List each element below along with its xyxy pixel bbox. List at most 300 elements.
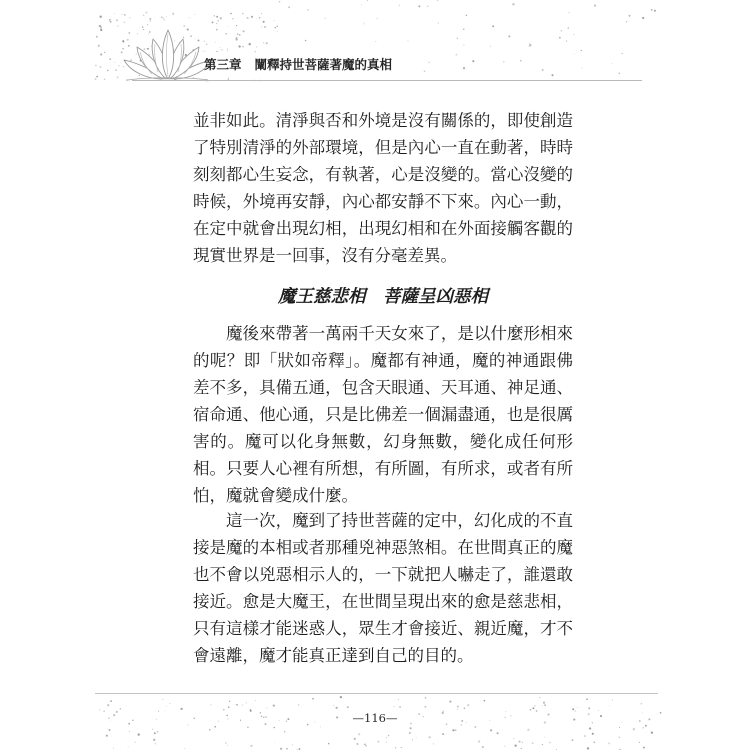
text-line: 這一次，魔到了持世菩薩的定中，幻化成的不直 bbox=[226, 511, 574, 530]
footer-rule bbox=[95, 693, 658, 694]
speckle-dot bbox=[149, 18, 151, 20]
text-line: 相。只要人心裡有所想，有所圖，有所求，或者有所 bbox=[193, 459, 574, 478]
speckle-dot bbox=[154, 732, 156, 734]
speckle-dot bbox=[279, 1, 281, 3]
speckle-dot bbox=[438, 22, 439, 23]
speckle-dot bbox=[474, 726, 476, 728]
text-line: 魔後來帶著一萬兩千天女來了，是以什麼形相來 bbox=[226, 324, 574, 343]
speckle-dot bbox=[242, 13, 244, 15]
speckle-dot bbox=[551, 74, 553, 76]
speckle-dot bbox=[263, 717, 265, 719]
speckle-dot bbox=[166, 706, 167, 707]
speckle-dot bbox=[100, 26, 102, 28]
speckle-dot bbox=[264, 26, 266, 28]
speckle-dot bbox=[367, 0, 368, 1]
speckle-dot bbox=[482, 746, 484, 748]
speckle-dot bbox=[129, 731, 130, 732]
speckle-dot bbox=[642, 727, 644, 729]
speckle-dot bbox=[286, 748, 288, 750]
speckle-dot bbox=[428, 62, 429, 63]
speckle-dot bbox=[95, 65, 97, 67]
speckle-dot bbox=[464, 708, 466, 710]
speckle-dot bbox=[510, 715, 511, 716]
speckle-dot bbox=[572, 708, 574, 710]
speckle-dot bbox=[227, 50, 228, 51]
speckle-dot bbox=[98, 45, 100, 47]
speckle-dot bbox=[218, 721, 219, 722]
speckle-dot bbox=[292, 744, 293, 745]
speckle-dot bbox=[277, 31, 278, 32]
speckle-dot bbox=[214, 726, 216, 728]
speckle-dot bbox=[288, 6, 290, 8]
speckle-dot bbox=[561, 30, 562, 31]
text-line: 了特別清淨的外部環境，但是內心一直在動著，時時 bbox=[193, 138, 574, 157]
speckle-dot bbox=[96, 36, 98, 38]
text-line: 會遠離，魔才能真正達到自己的目的。 bbox=[193, 646, 474, 665]
speckle-dot bbox=[135, 742, 136, 743]
speckle-dot bbox=[522, 742, 523, 743]
speckle-dot bbox=[654, 10, 656, 12]
speckle-dot bbox=[227, 718, 228, 719]
speckle-dot bbox=[457, 709, 458, 710]
speckle-dot bbox=[109, 729, 111, 731]
speckle-dot bbox=[180, 708, 182, 710]
speckle-dot bbox=[357, 743, 359, 745]
speckle-dot bbox=[532, 707, 534, 709]
speckle-dot bbox=[364, 23, 365, 24]
speckle-dot bbox=[188, 724, 189, 725]
speckle-dot bbox=[99, 25, 101, 27]
lotus-illustration bbox=[118, 22, 218, 82]
speckle-dot bbox=[454, 729, 456, 731]
text-line: 的呢？即「狀如帝釋」。魔都有神通，魔的神通跟佛 bbox=[193, 351, 574, 370]
speckle-dot bbox=[237, 33, 238, 34]
speckle-dot bbox=[425, 697, 426, 698]
speckle-dot bbox=[544, 737, 545, 738]
speckle-dot bbox=[226, 715, 228, 717]
speckle-dot bbox=[527, 729, 529, 731]
speckle-dot bbox=[124, 14, 126, 16]
speckle-dot bbox=[209, 729, 211, 731]
speckle-dot bbox=[155, 743, 156, 744]
speckle-dot bbox=[143, 15, 144, 16]
speckle-dot bbox=[577, 707, 578, 708]
speckle-dot bbox=[259, 17, 261, 19]
speckle-dot bbox=[529, 44, 531, 46]
speckle-dot bbox=[116, 19, 118, 21]
speckle-dot bbox=[255, 51, 256, 52]
paragraph-3 bbox=[193, 507, 573, 669]
speckle-dot bbox=[227, 745, 228, 746]
speckle-dot bbox=[492, 25, 494, 27]
speckle-dot bbox=[587, 747, 589, 749]
speckle-dot bbox=[336, 707, 338, 709]
speckle-dot bbox=[273, 704, 275, 706]
text-line: 怕，魔就會變成什麼。 bbox=[193, 486, 358, 505]
speckle-dot bbox=[588, 713, 590, 715]
speckle-dot bbox=[547, 713, 549, 715]
speckle-dot bbox=[622, 722, 623, 723]
speckle-dot bbox=[251, 16, 253, 18]
speckle-dot bbox=[189, 17, 190, 18]
speckle-dot bbox=[243, 30, 245, 32]
speckle-dot bbox=[429, 736, 431, 738]
speckle-dot bbox=[651, 9, 653, 11]
speckle-dot bbox=[261, 13, 262, 14]
speckle-dot bbox=[618, 72, 620, 74]
speckle-dot bbox=[549, 742, 550, 743]
speckle-dot bbox=[100, 66, 102, 68]
speckle-dot bbox=[584, 735, 586, 737]
speckle-dot bbox=[514, 744, 516, 746]
speckle-dot bbox=[261, 716, 262, 717]
speckle-dot bbox=[566, 41, 567, 42]
speckle-dot bbox=[239, 34, 241, 36]
speckle-dot bbox=[235, 38, 237, 40]
speckle-dot bbox=[642, 17, 644, 19]
speckle-dot bbox=[651, 732, 653, 734]
speckle-dot bbox=[594, 4, 596, 6]
speckle-dot bbox=[172, 13, 174, 15]
speckle-dot bbox=[107, 70, 108, 71]
speckle-dot bbox=[575, 711, 576, 712]
speckle-dot bbox=[106, 735, 108, 737]
speckle-dot bbox=[100, 16, 102, 18]
speckle-dot bbox=[544, 721, 546, 723]
speckle-dot bbox=[115, 69, 117, 71]
speckle-dot bbox=[466, 15, 467, 16]
speckle-dot bbox=[424, 70, 426, 72]
speckle-dot bbox=[536, 710, 538, 712]
speckle-dot bbox=[418, 5, 420, 7]
speckle-dot bbox=[156, 719, 157, 720]
text-line: 只有這樣才能迷惑人，眾生才會接近、親近魔，才不 bbox=[193, 619, 574, 638]
speckle-dot bbox=[195, 14, 196, 15]
speckle-dot bbox=[574, 54, 575, 55]
paragraph-1 bbox=[193, 107, 573, 269]
speckle-dot bbox=[569, 12, 570, 13]
speckle-dot bbox=[611, 63, 612, 64]
speckle-dot bbox=[236, 704, 238, 706]
text-line: 在定中就會出現幻相，出現幻相和在外面接觸客觀的 bbox=[193, 219, 574, 238]
speckle-dot bbox=[375, 41, 376, 42]
speckle-dot bbox=[503, 61, 505, 63]
speckle-dot bbox=[609, 705, 610, 706]
speckle-dot bbox=[643, 747, 645, 749]
chapter-title: 闡釋持世菩薩著魔的真相 bbox=[254, 57, 393, 72]
speckle-dot bbox=[408, 40, 409, 41]
speckle-dot bbox=[600, 715, 602, 717]
speckle-dot bbox=[463, 28, 465, 30]
speckle-dot bbox=[572, 739, 574, 741]
speckle-dot bbox=[277, 26, 278, 27]
speckle-dot bbox=[220, 47, 221, 48]
speckle-dot bbox=[542, 744, 543, 745]
speckle-dot bbox=[320, 726, 321, 727]
speckle-dot bbox=[255, 700, 256, 701]
speckle-dot bbox=[234, 705, 235, 706]
speckle-dot bbox=[529, 46, 530, 47]
speckle-dot bbox=[639, 742, 640, 743]
speckle-dot bbox=[512, 3, 514, 5]
speckle-dot bbox=[221, 49, 223, 51]
speckle-dot bbox=[163, 18, 164, 19]
text-line: 害的。魔可以化身無數，幻身無數，變化成任何形 bbox=[193, 432, 574, 451]
speckle-dot bbox=[409, 732, 411, 734]
speckle-dot bbox=[312, 698, 314, 700]
speckle-dot bbox=[158, 711, 159, 712]
speckle-dot bbox=[256, 18, 257, 19]
speckle-dot bbox=[442, 733, 444, 735]
speckle-dot bbox=[520, 60, 521, 61]
speckle-dot bbox=[103, 711, 105, 713]
speckle-dot bbox=[100, 53, 102, 55]
speckle-dot bbox=[645, 725, 647, 727]
speckle-dot bbox=[228, 26, 229, 27]
speckle-dot bbox=[96, 76, 98, 78]
speckle-dot bbox=[559, 37, 561, 39]
speckle-dot bbox=[588, 707, 590, 709]
speckle-dot bbox=[386, 742, 387, 743]
speckle-dot bbox=[120, 708, 121, 709]
speckle-dot bbox=[166, 16, 167, 17]
speckle-dot bbox=[216, 16, 218, 18]
speckle-dot bbox=[100, 28, 102, 30]
speckle-dot bbox=[358, 733, 360, 735]
speckle-dot bbox=[521, 748, 522, 749]
speckle-dot bbox=[286, 721, 287, 722]
speckle-dot bbox=[518, 741, 520, 743]
speckle-dot bbox=[104, 79, 105, 80]
speckle-dot bbox=[274, 727, 275, 728]
speckle-dot bbox=[641, 703, 643, 705]
speckle-dot bbox=[193, 718, 195, 720]
speckle-dot bbox=[162, 699, 163, 700]
speckle-dot bbox=[328, 743, 330, 745]
speckle-dot bbox=[128, 747, 129, 748]
speckle-dot bbox=[592, 722, 593, 723]
speckle-dot bbox=[114, 62, 115, 63]
speckle-dot bbox=[497, 732, 499, 734]
speckle-dot bbox=[220, 17, 222, 19]
speckle-dot bbox=[642, 712, 643, 713]
speckle-dot bbox=[228, 706, 230, 708]
speckle-dot bbox=[377, 741, 379, 743]
speckle-dot bbox=[489, 720, 490, 721]
speckle-dot bbox=[210, 704, 211, 705]
speckle-dot bbox=[361, 4, 362, 5]
speckle-dot bbox=[110, 700, 112, 702]
speckle-dot bbox=[227, 49, 228, 50]
speckle-dot bbox=[461, 724, 462, 725]
speckle-dot bbox=[399, 706, 401, 708]
speckle-dot bbox=[618, 736, 620, 738]
speckle-dot bbox=[592, 733, 594, 735]
speckle-dot bbox=[247, 726, 249, 728]
speckle-dot bbox=[110, 21, 112, 23]
speckle-dot bbox=[116, 711, 118, 713]
speckle-dot bbox=[153, 739, 155, 741]
speckle-dot bbox=[394, 706, 395, 707]
speckle-dot bbox=[612, 699, 613, 700]
speckle-dot bbox=[505, 711, 506, 712]
speckle-dot bbox=[305, 40, 307, 42]
speckle-dot bbox=[236, 25, 237, 26]
speckle-dot bbox=[504, 717, 505, 718]
speckle-dot bbox=[490, 46, 491, 47]
speckle-dot bbox=[138, 733, 140, 735]
speckle-dot bbox=[347, 706, 349, 708]
speckle-dot bbox=[467, 704, 469, 706]
speckle-dot bbox=[130, 17, 131, 18]
speckle-dot bbox=[513, 738, 514, 739]
speckle-dot bbox=[122, 14, 123, 15]
speckle-dot bbox=[107, 704, 109, 706]
speckle-dot bbox=[250, 709, 251, 710]
speckle-dot bbox=[581, 50, 582, 51]
speckle-dot bbox=[109, 19, 111, 21]
speckle-dot bbox=[324, 18, 325, 19]
speckle-dot bbox=[161, 16, 163, 18]
header-rule bbox=[132, 80, 642, 81]
speckle-dot bbox=[622, 53, 623, 54]
speckle-dot bbox=[230, 13, 232, 15]
speckle-dot bbox=[215, 726, 216, 727]
speckle-dot bbox=[412, 739, 413, 740]
text-line: 刻刻都心生妄念，有執著，心是沒變的。當心沒變的 bbox=[193, 165, 574, 184]
speckle-dot bbox=[648, 718, 650, 720]
speckle-dot bbox=[109, 58, 111, 60]
section-heading: 魔王慈悲相 菩薩呈凶惡相 bbox=[278, 287, 488, 307]
speckle-dot bbox=[279, 720, 280, 721]
speckle-dot bbox=[275, 27, 276, 28]
speckle-dot bbox=[388, 735, 389, 736]
text-line: 宿命通、他心通，只是比佛差一個漏盡通，也是很厲 bbox=[193, 405, 574, 424]
speckle-dot bbox=[539, 697, 540, 698]
speckle-dot bbox=[108, 717, 110, 719]
speckle-dot bbox=[401, 747, 402, 748]
speckle-dot bbox=[165, 711, 166, 712]
speckle-dot bbox=[307, 9, 308, 10]
speckle-dot bbox=[427, 6, 428, 7]
speckle-dot bbox=[437, 0, 439, 1]
speckle-dot bbox=[626, 21, 627, 22]
speckle-dot bbox=[395, 747, 396, 748]
speckle-dot bbox=[534, 705, 535, 706]
speckle-dot bbox=[490, 729, 492, 731]
speckle-dot bbox=[593, 741, 595, 743]
speckle-dot bbox=[163, 19, 164, 20]
speckle-dot bbox=[532, 742, 534, 744]
text-line: 時候，外境再安靜，內心都安靜不下來。內心一動， bbox=[193, 192, 574, 211]
page-number: —116— bbox=[352, 711, 398, 725]
speckle-dot bbox=[354, 738, 356, 740]
speckle-dot bbox=[457, 706, 459, 708]
speckle-dot bbox=[410, 727, 412, 729]
paragraph-2 bbox=[193, 320, 573, 509]
speckle-dot bbox=[242, 704, 243, 705]
speckle-dot bbox=[461, 720, 463, 722]
speckle-dot bbox=[265, 723, 267, 725]
speckle-dot bbox=[274, 20, 275, 21]
speckle-dot bbox=[250, 710, 252, 712]
speckle-dot bbox=[433, 743, 434, 744]
speckle-dot bbox=[377, 18, 378, 19]
speckle-dot bbox=[472, 60, 474, 62]
speckle-dot bbox=[260, 712, 261, 713]
speckle-dot bbox=[567, 27, 569, 29]
speckle-dot bbox=[238, 45, 240, 47]
speckle-dot bbox=[152, 729, 153, 730]
speckle-dot bbox=[229, 701, 230, 702]
speckle-dot bbox=[508, 35, 510, 37]
speckle-dot bbox=[333, 705, 334, 706]
text-line: 接近。愈是大魔王，在世間呈現出來的愈是慈悲相， bbox=[193, 592, 574, 611]
speckle-dot bbox=[237, 33, 239, 35]
speckle-dot bbox=[284, 731, 285, 732]
speckle-dot bbox=[263, 42, 264, 43]
speckle-dot bbox=[466, 722, 467, 723]
speckle-dot bbox=[132, 720, 133, 721]
speckle-dot bbox=[100, 29, 102, 31]
speckle-dot bbox=[95, 78, 97, 80]
speckle-dot bbox=[266, 708, 267, 709]
speckle-dot bbox=[542, 705, 543, 706]
speckle-dot bbox=[128, 723, 130, 725]
speckle-dot bbox=[250, 745, 252, 747]
speckle-dot bbox=[619, 727, 620, 728]
speckle-dot bbox=[573, 719, 575, 721]
speckle-dot bbox=[214, 15, 215, 16]
speckle-dot bbox=[633, 728, 635, 730]
speckle-dot bbox=[114, 13, 115, 14]
speckle-dot bbox=[262, 21, 264, 23]
speckle-dot bbox=[275, 742, 276, 743]
speckle-dot bbox=[452, 729, 454, 731]
speckle-dot bbox=[146, 12, 148, 14]
text-line: 也不會以兇惡相示人的，一下就把人嚇走了，誰還敢 bbox=[193, 565, 574, 584]
text-line: 並非如此。清淨與否和外境是沒有關係的，即使創造 bbox=[193, 111, 574, 130]
speckle-dot bbox=[628, 15, 630, 17]
speckle-dot bbox=[232, 18, 234, 20]
speckle-dot bbox=[240, 720, 241, 721]
speckle-dot bbox=[386, 737, 387, 738]
speckle-dot bbox=[589, 727, 591, 729]
speckle-dot bbox=[225, 742, 227, 744]
speckle-dot bbox=[586, 698, 588, 700]
speckle-dot bbox=[104, 52, 105, 53]
speckle-dot bbox=[573, 34, 574, 35]
speckle-dot bbox=[236, 37, 238, 39]
speckle-dot bbox=[365, 745, 367, 747]
speckle-dot bbox=[184, 748, 185, 749]
speckle-dot bbox=[228, 77, 229, 78]
speckle-dot bbox=[416, 737, 417, 738]
chapter-label: 第三章 bbox=[204, 57, 242, 72]
text-line: 差不多，具備五通，包含天眼通、天耳通、神足通、 bbox=[193, 378, 574, 397]
speckle-dot bbox=[484, 700, 486, 702]
speckle-dot bbox=[608, 742, 610, 744]
speckle-dot bbox=[249, 43, 251, 45]
speckle-dot bbox=[399, 5, 400, 6]
speckle-dot bbox=[543, 702, 545, 704]
speckle-dot bbox=[657, 713, 658, 714]
speckle-dot bbox=[456, 54, 458, 56]
speckle-dot bbox=[225, 33, 226, 34]
speckle-dot bbox=[457, 38, 458, 39]
speckle-dot bbox=[530, 709, 532, 711]
speckle-dot bbox=[223, 709, 225, 711]
